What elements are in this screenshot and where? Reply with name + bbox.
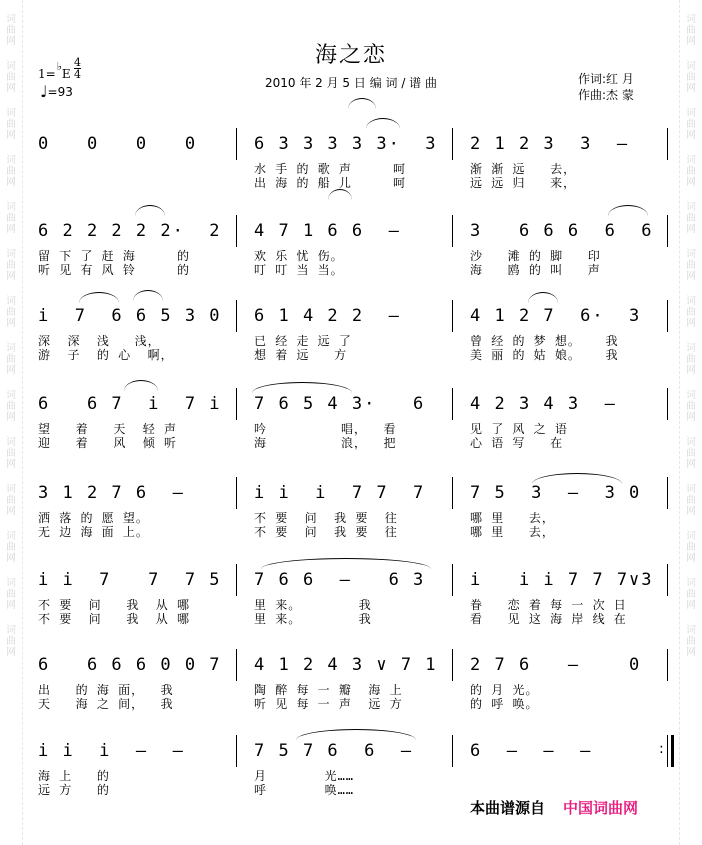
watermark-char: 词 (686, 625, 696, 636)
watermark-char: 网 (6, 412, 16, 423)
barline (667, 128, 668, 160)
lyric-line-2: 想 着 远 方 (254, 348, 348, 362)
barline (236, 128, 237, 160)
watermark-char: 曲 (686, 448, 696, 459)
slur-arc (348, 98, 376, 109)
watermark-mark (686, 296, 696, 329)
lyric-line-1: 深 深 浅 浅， (38, 334, 161, 348)
watermark-char: 曲 (6, 119, 16, 130)
lyric-line-2: 听 见 有 风 铃 的 (38, 263, 191, 277)
notes: 0 0 0 0 (38, 134, 198, 154)
watermark-mark (686, 437, 696, 470)
notes: 4 1 2 7 6· 3 (470, 306, 642, 326)
barline (452, 300, 453, 332)
lyric-line-2: 呼 唤…… (254, 783, 355, 797)
notes: i i 7 7 7 5 (38, 570, 222, 590)
watermark-char: 词 (6, 296, 16, 307)
barline (452, 564, 453, 596)
notes: 7 6 5 4 3· 6 (254, 394, 426, 414)
watermark-mark (686, 202, 696, 235)
watermark-char: 曲 (6, 495, 16, 506)
watermark-char: 词 (686, 249, 696, 260)
song-title: 海之恋 (314, 43, 387, 68)
slur-arc (124, 380, 158, 391)
flat-symbol: ♭ (56, 60, 62, 73)
tempo-value: =93 (47, 85, 73, 99)
barline (236, 564, 237, 596)
watermark-char: 网 (686, 130, 696, 141)
lyric-line-1: 海 上 的 (38, 769, 110, 783)
barline (667, 649, 668, 681)
barline (452, 735, 453, 767)
lyric-line-2: 的 呼 唤。 (470, 697, 539, 711)
notes: 4 2 3 4 3 – (470, 394, 617, 414)
lyric-line-1: 沙 滩 的 脚 印 (470, 249, 601, 263)
lyric-line-1: 出 的 海 面， 我 (38, 683, 174, 697)
barline (236, 649, 237, 681)
lyric-line-1: 欢 乐 忧 伤。 (254, 249, 344, 263)
lyric-line-1: 洒 落 的 愿 望。 (38, 511, 149, 525)
watermark-char: 词 (686, 61, 696, 72)
watermark-char: 网 (6, 224, 16, 235)
lyric-line-2: 远 方 的 (38, 783, 110, 797)
watermark-mark (686, 484, 696, 517)
watermark-char: 词 (6, 625, 16, 636)
watermark-char: 网 (6, 647, 16, 658)
barline (667, 388, 668, 420)
barline (667, 477, 668, 509)
notes: 6 – – – (470, 741, 593, 761)
staff-system (38, 134, 670, 208)
watermark-mark (686, 390, 696, 423)
watermark-char: 网 (686, 36, 696, 47)
barline (452, 388, 453, 420)
watermark-char: 曲 (686, 589, 696, 600)
composer-credit: 作曲:杰 蒙 (578, 88, 634, 102)
time-signature-bottom: 4 (74, 68, 81, 81)
watermark-char: 词 (6, 61, 16, 72)
watermark-char: 曲 (6, 25, 16, 36)
watermark-char: 网 (686, 412, 696, 423)
watermark-char: 词 (6, 390, 16, 401)
notes: 6 3 3 3 3 3· 3 (254, 134, 438, 154)
watermark-char: 网 (6, 365, 16, 376)
watermark-char: 曲 (6, 166, 16, 177)
barline (452, 215, 453, 247)
lyric-line-2: 海 鸥 的 叫 声 (470, 263, 601, 277)
barline (667, 215, 668, 247)
notes: 6 1 4 2 2 – (254, 306, 401, 326)
watermark-mark (6, 531, 16, 564)
watermark-char: 曲 (6, 72, 16, 83)
watermark-char: 网 (6, 83, 16, 94)
lyric-line-2: 出 海 的 船 儿 呵 (254, 176, 407, 190)
watermark-char: 曲 (686, 307, 696, 318)
slur-arc (532, 473, 622, 484)
barline (667, 300, 668, 332)
watermark-mark (6, 625, 16, 658)
watermark-char: 词 (686, 343, 696, 354)
notes: 7 6 6 – 6 3 (254, 570, 426, 590)
watermark-mark (6, 343, 16, 376)
lyric-line-1: 眷 恋 着 每 一 次 日 (470, 598, 627, 612)
watermark-char: 网 (686, 271, 696, 282)
watermark-char: 网 (686, 553, 696, 564)
watermark-char: 曲 (686, 119, 696, 130)
end-repeat-barline (667, 735, 674, 767)
watermark-char: 曲 (686, 260, 696, 271)
barline (236, 388, 237, 420)
watermark-char: 曲 (686, 495, 696, 506)
notes: 2 1 2 3 3 – (470, 134, 630, 154)
watermark-char: 网 (6, 459, 16, 470)
notes: 6 2 2 2 2 2· 2 (38, 221, 222, 241)
watermark-char: 词 (686, 202, 696, 213)
watermark-mark (6, 108, 16, 141)
watermark-char: 词 (686, 484, 696, 495)
notes: 3 6 6 6 6 6 (470, 221, 654, 241)
watermark-char: 网 (6, 130, 16, 141)
watermark-char: 曲 (686, 354, 696, 365)
staff-system (38, 483, 670, 557)
watermark-char: 曲 (6, 354, 16, 365)
barline (236, 300, 237, 332)
lyric-line-2: 叮 叮 当 当。 (254, 263, 344, 277)
time-signature-top: 4 (74, 56, 81, 69)
lyric-line-1: 不 要 问 我 要 往 (254, 511, 398, 525)
source-credit (470, 797, 638, 818)
watermark-char: 网 (686, 177, 696, 188)
notes: 6 6 6 6 0 0 7 (38, 655, 222, 675)
staff-system (38, 306, 670, 380)
watermark-mark (686, 108, 696, 141)
watermark-mark (686, 249, 696, 282)
lyric-line-1: 哪 里 去， (470, 511, 555, 525)
barline (236, 215, 237, 247)
right-watermark-strip (679, 0, 702, 845)
watermark-mark (6, 484, 16, 517)
lyric-line-1: 已 经 走 远 了 (254, 334, 352, 348)
barline (236, 477, 237, 509)
watermark-char: 曲 (686, 401, 696, 412)
lyric-line-1: 留 下 了 赶 海 的 (38, 249, 191, 263)
lyric-line-2: 远 远 归 来， (470, 176, 577, 190)
notes: i i i 7 7 7 (254, 483, 426, 503)
watermark-char: 词 (6, 343, 16, 354)
watermark-char: 网 (686, 506, 696, 517)
lyric-line-2: 海 浪， 把 (254, 436, 397, 450)
watermark-char: 词 (686, 578, 696, 589)
watermark-char: 词 (6, 14, 16, 25)
slur-arc (366, 118, 400, 129)
credits (578, 71, 634, 103)
lyric-line-1: 月 光…… (254, 769, 355, 783)
lyric-line-1: 渐 渐 远 去， (470, 162, 577, 176)
watermark-mark (6, 202, 16, 235)
watermark-char: 网 (6, 506, 16, 517)
key-note: E (61, 67, 71, 81)
lyric-line-1: 水 手 的 歌 声 呵 (254, 162, 407, 176)
watermark-char: 网 (6, 600, 16, 611)
watermark-char: 曲 (6, 213, 16, 224)
lyric-line-2: 游 子 的 心 啊， (38, 348, 174, 362)
lyric-line-2: 美 丽 的 姑 娘。 我 (470, 348, 619, 362)
watermark-mark (6, 390, 16, 423)
lyric-line-2: 不 要 问 我 从 哪 (38, 612, 191, 626)
lyric-line-1: 里 来。 我 (254, 598, 372, 612)
staff-system (38, 655, 670, 729)
notes: 4 7 1 6 6 – (254, 221, 401, 241)
lyric-line-1: 望 着 天 轻 声 (38, 422, 178, 436)
lyric-line-2: 里 来。 我 (254, 612, 372, 626)
lyricist-credit: 作词:红 月 (578, 72, 634, 86)
watermark-char: 词 (686, 390, 696, 401)
watermark-char: 网 (6, 553, 16, 564)
watermark-char: 曲 (6, 307, 16, 318)
watermark-mark (6, 155, 16, 188)
staff-system (38, 570, 670, 644)
lyric-line-1: 陶 醉 每 一 瓣 海 上 (254, 683, 403, 697)
barline (667, 564, 668, 596)
slur-arc (261, 558, 431, 569)
left-watermark-strip (0, 0, 23, 845)
barline (452, 477, 453, 509)
notes: 4 1 2 4 3 ∨ 7 1 (254, 655, 438, 675)
lyric-line-2: 迎 着 风 倾 听 (38, 436, 178, 450)
key-label: 1= (38, 67, 56, 81)
watermark-char: 网 (686, 318, 696, 329)
watermark-char: 曲 (686, 25, 696, 36)
watermark-char: 网 (686, 647, 696, 658)
source-label: 本曲谱源自 (470, 799, 546, 817)
notes: 7 5 7 6 6 – (254, 741, 414, 761)
watermark-char: 曲 (686, 72, 696, 83)
watermark-char: 曲 (6, 448, 16, 459)
watermark-mark (6, 249, 16, 282)
notes: i 7 6 6 5 3 0 (38, 306, 222, 326)
watermark-mark (6, 437, 16, 470)
watermark-char: 网 (686, 83, 696, 94)
song-subtitle: 2010 年 2 月 5 日 编 词 / 谱 曲 (265, 76, 437, 90)
watermark-char: 词 (6, 578, 16, 589)
barline (452, 649, 453, 681)
watermark-mark (686, 155, 696, 188)
staff-system (38, 394, 670, 468)
lyric-line-2: 天 海 之 间， 我 (38, 697, 174, 711)
watermark-mark (6, 296, 16, 329)
watermark-char: 曲 (6, 636, 16, 647)
watermark-mark (686, 625, 696, 658)
watermark-mark (686, 343, 696, 376)
watermark-char: 网 (686, 459, 696, 470)
slur-arc (252, 382, 352, 393)
lyric-line-1: 的 月 光。 (470, 683, 539, 697)
notes: 2 7 6 – 0 (470, 655, 642, 675)
source-brand-link[interactable]: 中国词曲网 (563, 799, 639, 817)
watermark-char: 曲 (686, 542, 696, 553)
watermark-char: 词 (6, 202, 16, 213)
watermark-char: 词 (6, 437, 16, 448)
watermark-char: 曲 (686, 166, 696, 177)
watermark-mark (686, 578, 696, 611)
watermark-char: 词 (6, 108, 16, 119)
watermark-char: 曲 (686, 636, 696, 647)
watermark-char: 词 (6, 249, 16, 260)
lyric-line-2: 听 见 每 一 声 远 方 (254, 697, 403, 711)
watermark-char: 曲 (6, 589, 16, 600)
watermark-char: 词 (686, 155, 696, 166)
lyric-line-2: 无 边 海 面 上。 (38, 525, 149, 539)
notes: 6 6 7 i 7 i (38, 394, 222, 414)
watermark-char: 词 (6, 155, 16, 166)
watermark-char: 曲 (686, 213, 696, 224)
watermark-char: 词 (686, 108, 696, 119)
watermark-char: 网 (6, 36, 16, 47)
lyric-line-2: 不 要 问 我 要 往 (254, 525, 398, 539)
watermark-char: 词 (6, 484, 16, 495)
barline (452, 128, 453, 160)
watermark-char: 网 (6, 177, 16, 188)
staff-system (38, 221, 670, 295)
watermark-char: 词 (686, 531, 696, 542)
lyric-line-1: 吟 唱， 看 (254, 422, 397, 436)
lyric-line-1: 曾 经 的 梦 想。 我 (470, 334, 619, 348)
slur-arc (296, 729, 416, 740)
notes: i i i – – (38, 741, 185, 761)
notes: 3 1 2 7 6 – (38, 483, 185, 503)
watermark-char: 词 (686, 14, 696, 25)
notes: i i i 7 7 7∨3 (470, 570, 654, 590)
watermark-char: 网 (686, 600, 696, 611)
watermark-char: 网 (686, 365, 696, 376)
lyric-line-2: 哪 里 去， (470, 525, 555, 539)
watermark-char: 曲 (6, 401, 16, 412)
barline (236, 735, 237, 767)
lyric-line-1: 不 要 问 我 从 哪 (38, 598, 191, 612)
watermark-char: 网 (686, 224, 696, 235)
watermark-char: 曲 (6, 260, 16, 271)
notes: 7 5 3 – 3 0 (470, 483, 642, 503)
watermark-char: 曲 (6, 542, 16, 553)
watermark-char: 网 (6, 271, 16, 282)
watermark-char: 词 (686, 437, 696, 448)
watermark-mark (6, 578, 16, 611)
lyric-line-2: 心 语 写 在 (470, 436, 564, 450)
lyric-line-2: 看 见 这 海 岸 线 在 (470, 612, 627, 626)
watermark-char: 词 (686, 296, 696, 307)
watermark-char: 网 (6, 318, 16, 329)
watermark-char: 词 (6, 531, 16, 542)
quarter-note-icon: ♩ (40, 82, 48, 101)
watermark-mark (686, 531, 696, 564)
lyric-line-1: 见 了 风 之 语 (470, 422, 568, 436)
